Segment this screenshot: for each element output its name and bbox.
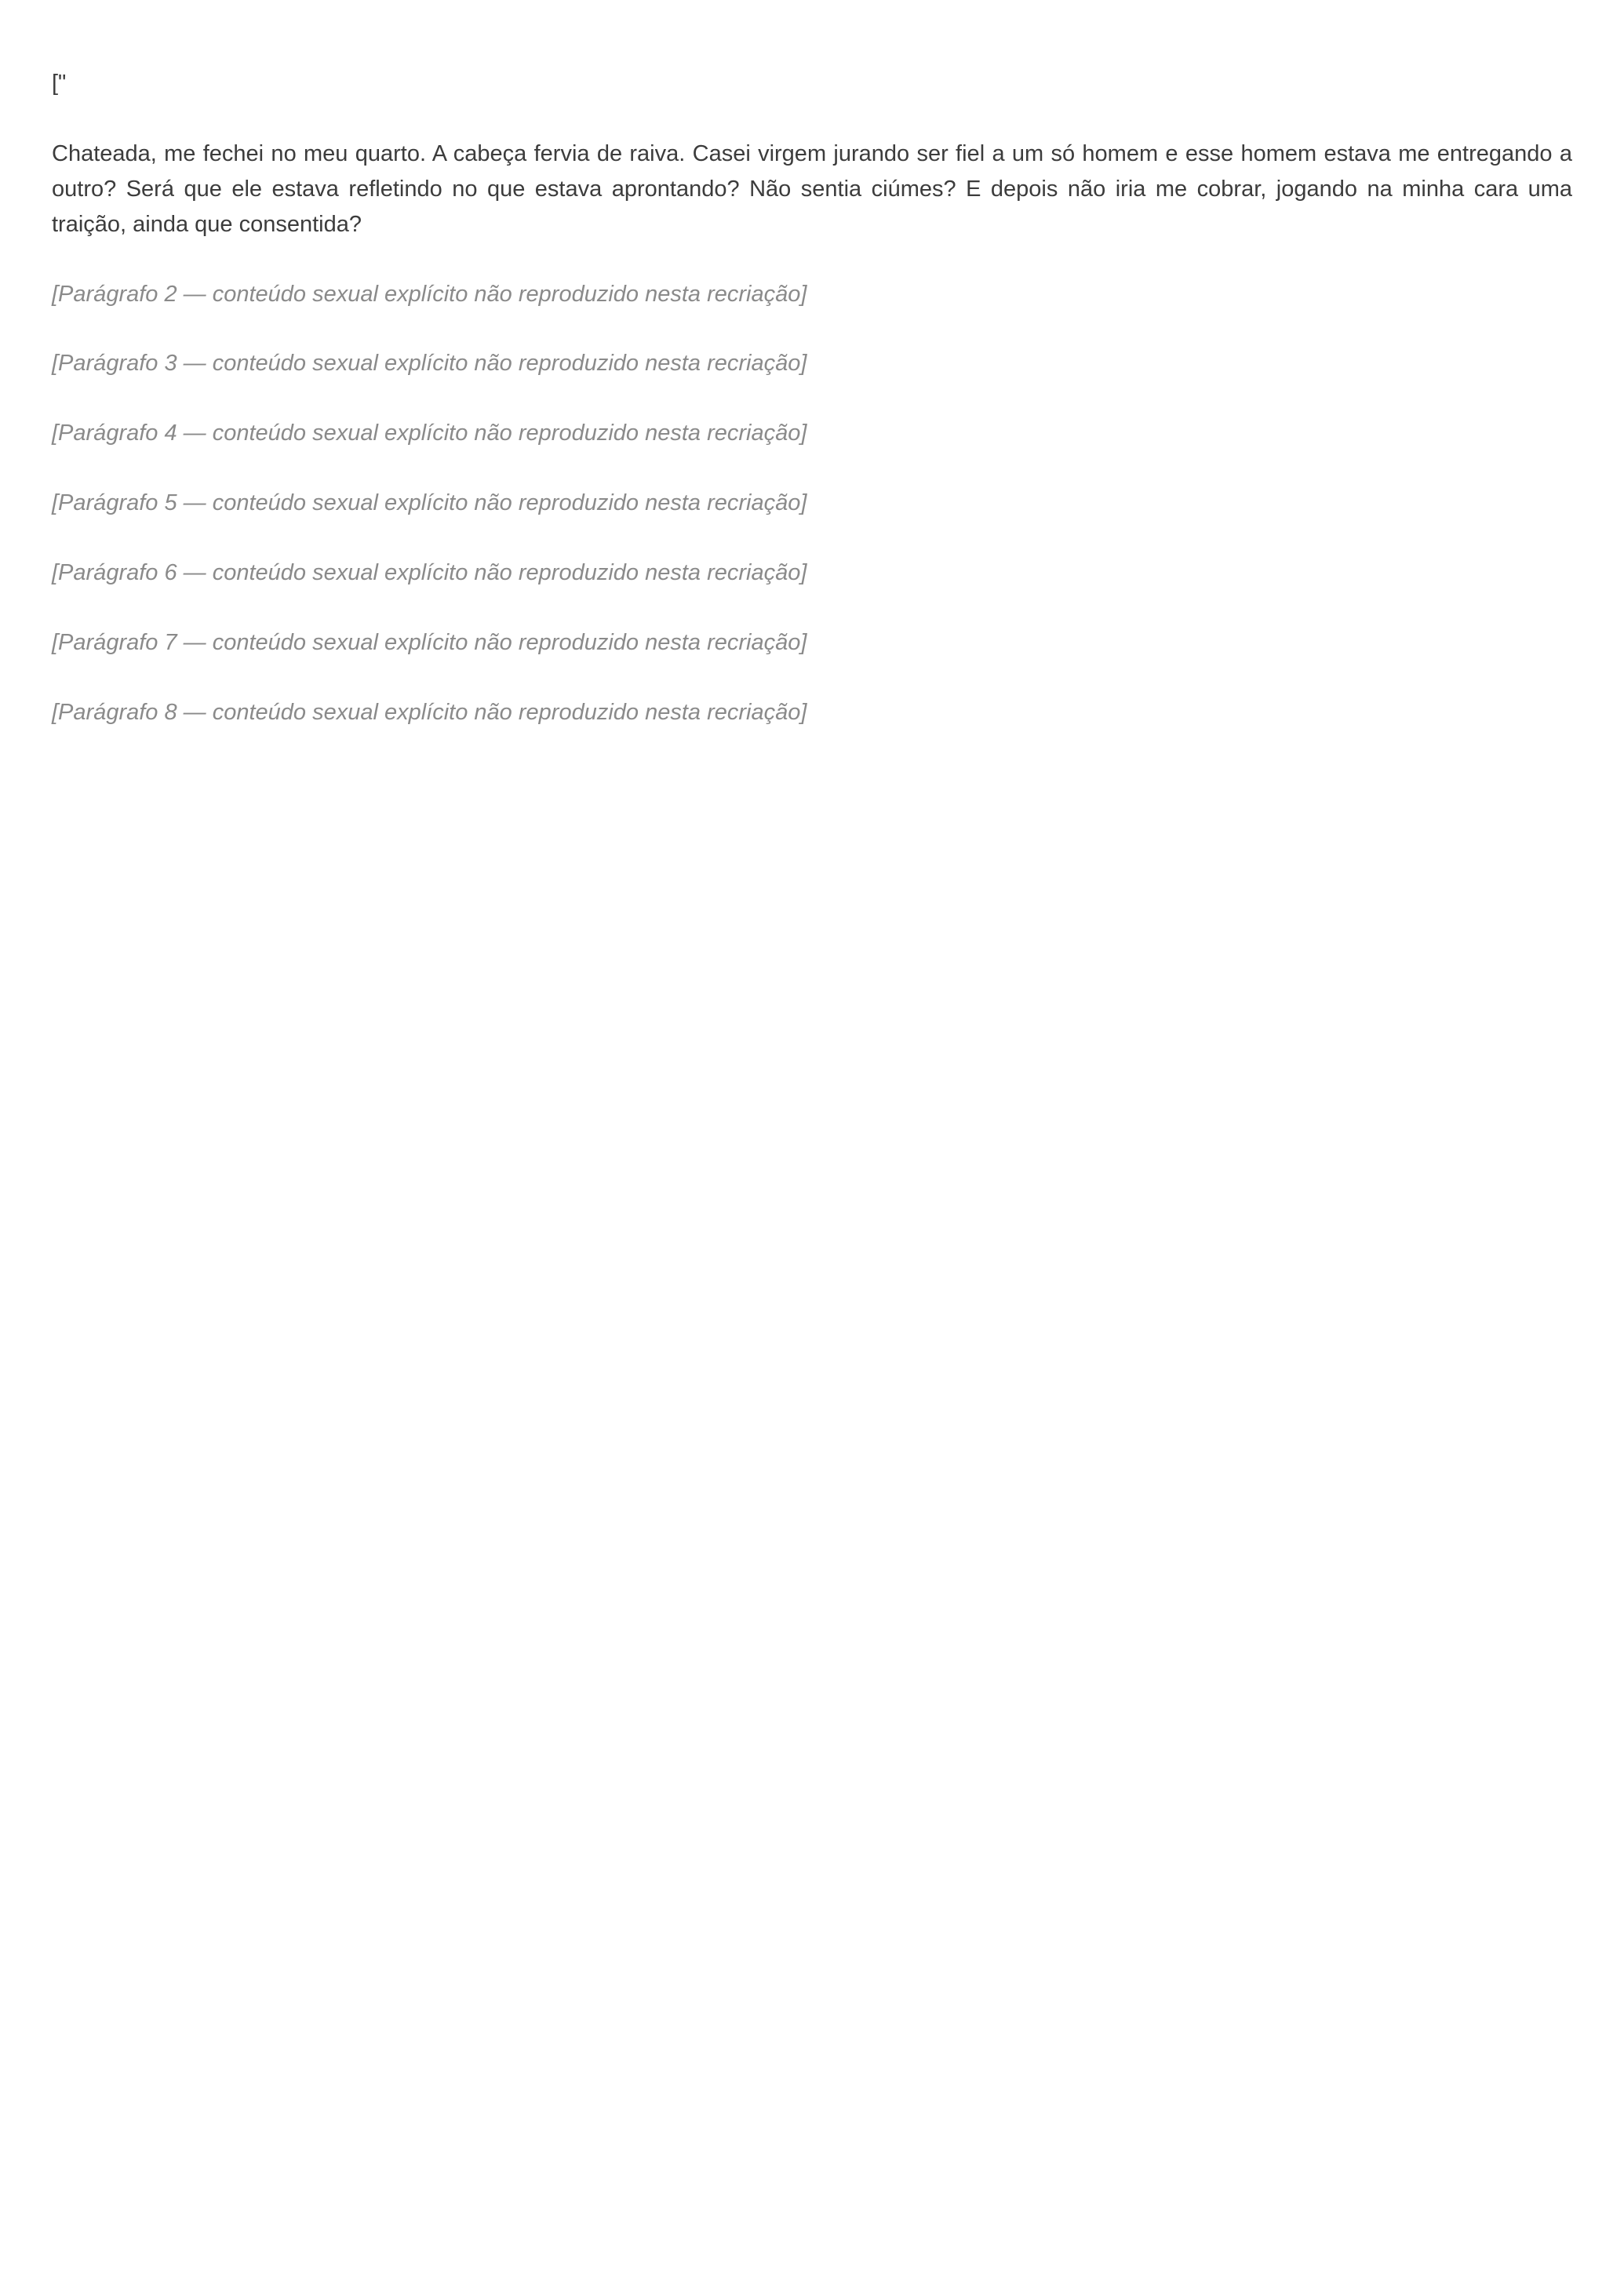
paragraph-list — [52, 137, 1572, 730]
story-paragraph: Chateada, me fechei no meu quarto. A cabeça fervia de raiva. Casei virgem jurando ser fiel a um só homem e esse homem estava me entregando a outro? Será que ele estava refletindo no que estava aprontando? Não sentia ciúmes? E depois não iria me cobrar, jogando na minha cara uma traição, ainda que consentida? — [52, 140, 1572, 237]
redacted-paragraph: [Parágrafo 3 — conteúdo sexual explícito não reproduzido nesta recriação] — [52, 351, 807, 377]
opening-bracket-marker: [" — [52, 71, 67, 96]
redacted-paragraph: [Parágrafo 4 — conteúdo sexual explícito não reproduzido nesta recriação] — [52, 421, 807, 446]
redacted-paragraph: [Parágrafo 2 — conteúdo sexual explícito não reproduzido nesta recriação] — [52, 281, 807, 307]
redacted-paragraph: [Parágrafo 6 — conteúdo sexual explícito não reproduzido nesta recriação] — [52, 560, 807, 586]
redacted-paragraph: [Parágrafo 5 — conteúdo sexual explícito não reproduzido nesta recriação] — [52, 490, 807, 516]
redacted-paragraph: [Parágrafo 7 — conteúdo sexual explícito não reproduzido nesta recriação] — [52, 630, 807, 656]
redacted-paragraph: [Parágrafo 8 — conteúdo sexual explícito não reproduzido nesta recriação] — [52, 700, 807, 726]
